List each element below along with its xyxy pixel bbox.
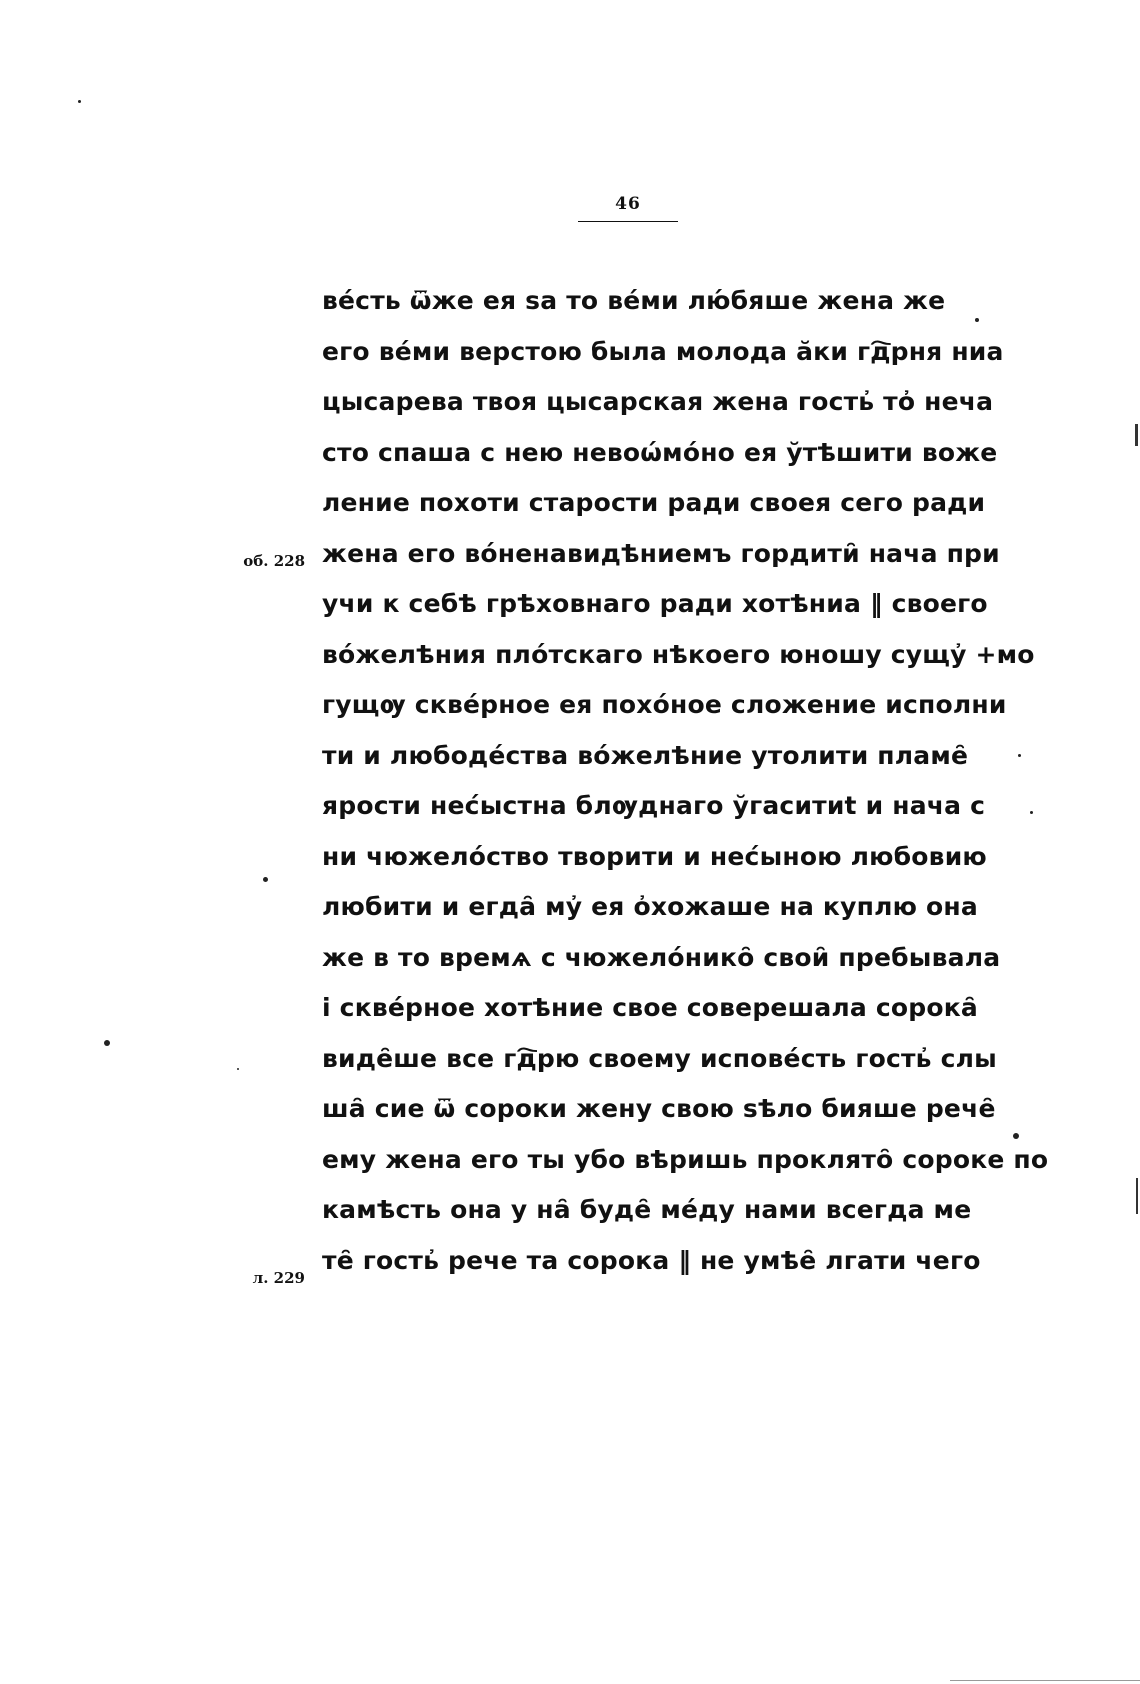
margin-folio-verso: об. 228 (243, 552, 305, 570)
scan-speck (78, 100, 81, 103)
text-line: ление похоти старости ради своея сего ради (322, 488, 986, 517)
main-text-block (322, 276, 1049, 1286)
scan-speck (1018, 754, 1021, 757)
text-line: во́желѣния пло́тскаго нѣкоего юношу сущу҆ +мо (322, 639, 1035, 669)
edge-mark (950, 1680, 1140, 1681)
text-line: ни чюжело́ство творити и нес́ыною любовию (322, 841, 987, 871)
text-line: цысарева твоя цысарская жена гость҆ то҆ неча (322, 387, 994, 416)
text-line: ярости нес́ыстна блѹднаго ўгаситиt и нача с (322, 791, 986, 820)
text-line: те̑ гость҆ рече та сорока ‖ не умѣе̑ лгати чего (322, 1245, 981, 1275)
text-line: его ве́ми верстою была молода ӑки гд҇рня ниа (322, 336, 1004, 366)
edge-mark (1135, 424, 1138, 446)
scan-speck (237, 1068, 239, 1070)
text-line: ве́сть ѿже ея ѕа то ве́ми лю́бяше жена же (322, 286, 946, 315)
text-line: і скве́рное хотѣние свое соверешала сорока̑ (322, 993, 978, 1022)
scan-speck (1030, 811, 1033, 814)
text-line: гущѹ скве́рное ея похо́ное сложение исполни (322, 690, 1007, 719)
text-line: виде̑ше все гд҇рю своему испове́сть гость҆ слы (322, 1043, 997, 1073)
edge-mark (1136, 1178, 1138, 1214)
text-line: любити и егда̑ му҆ ея о҆хожаше на куплю она (322, 892, 978, 921)
margin-folio-recto: л. 229 (252, 1269, 305, 1287)
page-number: 46 (615, 194, 641, 214)
text-line: ему жена его ты убо вѣришь проклято̑ сороке по (322, 1144, 1049, 1174)
text-line: сто спаша с нею невоѡ́мо́но ея ўтѣшити воже (322, 437, 998, 467)
text-line: ша̑ сие ѿ сороки жену свою ѕѣло бияше рече̑ (322, 1094, 996, 1123)
scan-speck (104, 1040, 110, 1046)
text-line: камѣсть она у на̑ буде̑ ме́ду нами всегда ме (322, 1195, 972, 1224)
text-line: же в то времѧ с чюжело́нико̑ свои̑ пребывала (322, 942, 1001, 972)
text-line: ти и любоде́ства во́желѣние утолити пламе̑ (322, 740, 969, 770)
scan-speck (975, 318, 979, 322)
text-line: учи к себѣ грѣховнаго ради хотѣниа ‖ своего (322, 589, 988, 618)
text-line: жена его во́ненавидѣниемъ гордити̑ нача при (322, 538, 1000, 568)
scan-speck (1013, 1133, 1019, 1139)
page-number-rule (578, 221, 678, 222)
scan-speck (263, 877, 268, 882)
